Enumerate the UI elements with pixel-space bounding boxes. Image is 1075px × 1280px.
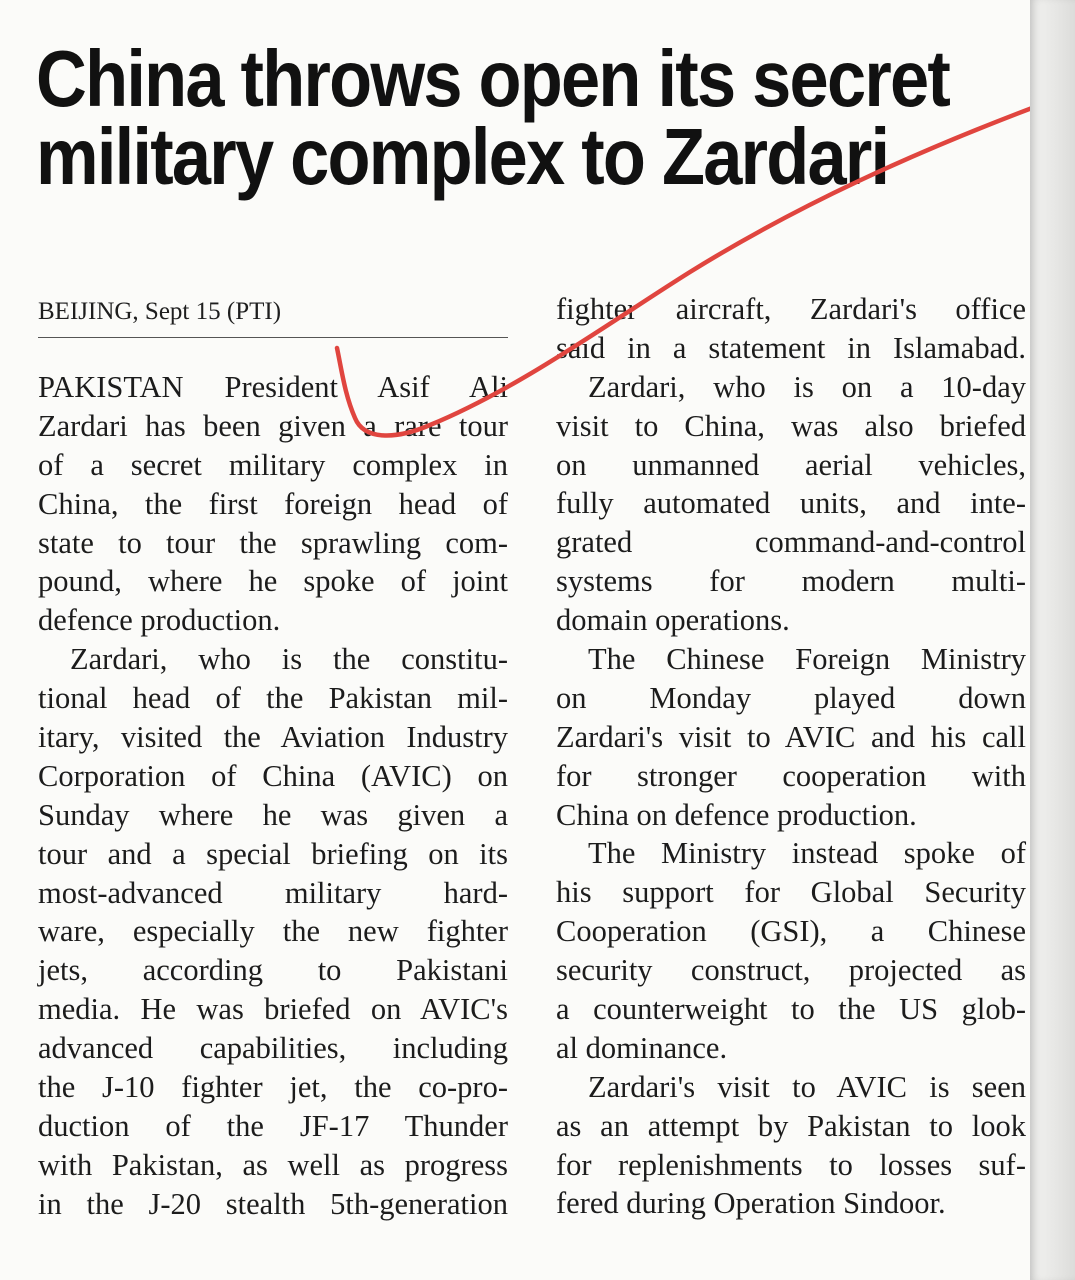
page-edge-shadow bbox=[1030, 0, 1075, 1280]
article-line: Zardari's visit to AVIC and his call bbox=[556, 719, 1026, 754]
article-line: fered during Operation Sindoor. bbox=[556, 1186, 946, 1221]
article-line: Zardari, who is on a 10-day bbox=[588, 369, 1026, 404]
article-line: ware, especially the new fighter bbox=[38, 914, 508, 949]
article-line: Zardari's visit to AVIC is seen bbox=[588, 1069, 1026, 1104]
article-line: for stronger cooperation with bbox=[556, 758, 1026, 793]
headline bbox=[36, 34, 950, 201]
article-line: security construct, projected as bbox=[556, 953, 1026, 988]
article-line: China, the first foreign head of bbox=[38, 486, 508, 521]
article-line: a counterweight to the US glob- bbox=[556, 992, 1026, 1027]
article-line: Zardari, who is the constitu- bbox=[70, 642, 508, 677]
article-line: defence production. bbox=[38, 603, 281, 638]
headline-line-1: China throws open its secret bbox=[36, 34, 950, 123]
article-line: Corporation of China (AVIC) on bbox=[38, 758, 508, 793]
article-line: tour and a special briefing on its bbox=[38, 836, 508, 871]
article-line: the J-10 fighter jet, the co-pro- bbox=[38, 1070, 508, 1105]
dateline: BEIJING, Sept 15 (PTI) bbox=[38, 298, 282, 325]
article-line: jets, according to Pakistani bbox=[38, 953, 508, 988]
article-line: of a secret military complex in bbox=[38, 447, 508, 482]
article-line: domain operations. bbox=[556, 603, 790, 638]
article-line: pound, where he spoke of joint bbox=[38, 564, 508, 599]
headline-line-2: military complex to Zardari bbox=[36, 112, 889, 201]
article-line: media. He was briefed on AVIC's bbox=[38, 992, 508, 1027]
article-line: fighter aircraft, Zardari's office bbox=[556, 292, 1026, 326]
article-line: grated command-and-control bbox=[556, 525, 1026, 560]
article-line: in the J-20 stealth 5th-generation bbox=[38, 1186, 508, 1221]
article-line: The Chinese Foreign Ministry bbox=[588, 642, 1026, 677]
article-line: Zardari has been given a rare tour bbox=[38, 408, 508, 443]
article-line: fully automated units, and inte- bbox=[556, 486, 1026, 521]
article-line: advanced capabilities, including bbox=[38, 1031, 508, 1066]
article-line: al dominance. bbox=[556, 1030, 728, 1065]
article-line: The Ministry instead spoke of bbox=[588, 836, 1026, 871]
dateline-divider bbox=[38, 337, 508, 338]
article-line: duction of the JF-17 Thunder bbox=[38, 1108, 508, 1143]
article-line: as an attempt by Pakistan to look bbox=[556, 1108, 1026, 1143]
article-line: his support for Global Security bbox=[556, 875, 1026, 910]
article-line: PAKISTAN President Asif Ali bbox=[38, 370, 508, 404]
article-line: Sunday where he was given a bbox=[38, 797, 508, 832]
article-line: visit to China, was also briefed bbox=[556, 408, 1026, 443]
article-line: tional head of the Pakistan mil- bbox=[38, 681, 508, 716]
article-column-left bbox=[38, 368, 508, 1224]
article-line: on unmanned aerial vehicles, bbox=[556, 447, 1026, 482]
article-line: China on defence production. bbox=[556, 797, 917, 832]
article-line: on Monday played down bbox=[556, 680, 1026, 715]
article-line: said in a statement in Islamabad. bbox=[556, 330, 1026, 365]
article-line: most-advanced military hard- bbox=[38, 875, 508, 910]
article-column-right bbox=[556, 290, 1026, 1223]
article-line: itary, visited the Aviation Industry bbox=[38, 720, 508, 755]
article-line: with Pakistan, as well as progress bbox=[38, 1147, 508, 1182]
article-line: state to tour the sprawling com- bbox=[38, 525, 508, 560]
article-line: systems for modern multi- bbox=[556, 564, 1026, 599]
article-line: for replenishments to losses suf- bbox=[556, 1147, 1026, 1182]
article-line: Cooperation (GSI), a Chinese bbox=[556, 914, 1026, 949]
